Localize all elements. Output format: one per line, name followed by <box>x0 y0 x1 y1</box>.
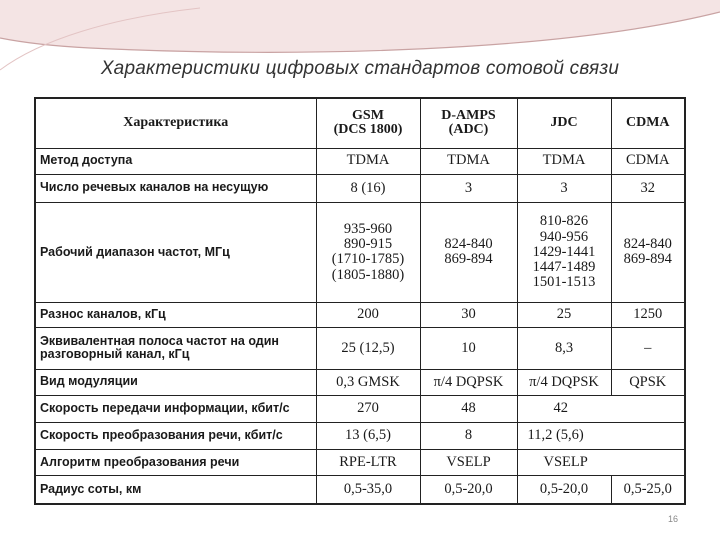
cell-d-amps: 3 <box>420 174 517 202</box>
slide-title: Характеристики цифровых стандартов сотовой связи <box>100 58 620 79</box>
cell-d-amps: 824-840 869-894 <box>420 202 517 302</box>
table-row <box>35 476 685 504</box>
cell-gsm: 8 (16) <box>316 174 420 202</box>
specs-table <box>34 97 686 505</box>
row-label: Метод доступа <box>35 148 316 174</box>
cell-gsm: 13 (6,5) <box>316 423 420 450</box>
cell-gsm: 25 (12,5) <box>316 328 420 370</box>
cell-jdc-cdma: VSELP <box>517 450 685 476</box>
row-label: Разнос каналов, кГц <box>35 303 316 328</box>
table-row <box>35 423 685 450</box>
cell-d-amps: 10 <box>420 328 517 370</box>
cell-d-amps: 30 <box>420 303 517 328</box>
cell-gsm: RPE-LTR <box>316 450 420 476</box>
cell-d-amps: 0,5-20,0 <box>420 476 517 504</box>
cell-jdc: 3 <box>517 174 611 202</box>
cell-jdc: TDMA <box>517 148 611 174</box>
table-row <box>35 303 685 328</box>
page-number: 16 <box>668 514 679 524</box>
row-label: Вид модуляции <box>35 369 316 395</box>
cell-gsm: TDMA <box>316 148 420 174</box>
cell-gsm: 0,5-35,0 <box>316 476 420 504</box>
row-label: Радиус соты, км <box>35 476 316 504</box>
cell-cdma: 824-840 869-894 <box>611 202 685 302</box>
cell-jdc: 810-826 940-956 1429-1441 1447-1489 1501-1513 <box>517 202 611 302</box>
cell-jdc: 8,3 <box>517 328 611 370</box>
cell-gsm: 200 <box>316 303 420 328</box>
cell-jdc-cdma: 42 <box>517 395 685 422</box>
cell-gsm: 0,3 GMSK <box>316 369 420 395</box>
specs-table-container <box>34 97 684 505</box>
cell-cdma: CDMA <box>611 148 685 174</box>
row-label: Скорость преобразования речи, кбит/с <box>35 423 316 450</box>
table-row <box>35 369 685 395</box>
cell-d-amps: 48 <box>420 395 517 422</box>
cell-cdma: – <box>611 328 685 370</box>
row-label: Эквивалентная полоса частот на один разговорный канал, кГц <box>35 328 316 370</box>
table-row <box>35 148 685 174</box>
table-row <box>35 395 685 422</box>
header-cdma: CDMA <box>611 98 685 148</box>
table-row <box>35 328 685 370</box>
cell-jdc: 25 <box>517 303 611 328</box>
row-label: Рабочий диапазон частот, МГц <box>35 202 316 302</box>
cell-cdma: 1250 <box>611 303 685 328</box>
cell-d-amps: 8 <box>420 423 517 450</box>
swoosh-band <box>0 0 720 52</box>
header-characteristic: Характеристика <box>35 98 316 148</box>
cell-jdc: 0,5-20,0 <box>517 476 611 504</box>
cell-cdma: QPSK <box>611 369 685 395</box>
cell-jdc: π/4 DQPSK <box>517 369 611 395</box>
cell-d-amps: VSELP <box>420 450 517 476</box>
header-d-amps: D-AMPS (ADC) <box>420 98 517 148</box>
header-row <box>35 98 685 148</box>
cell-cdma: 32 <box>611 174 685 202</box>
table-row <box>35 174 685 202</box>
cell-gsm: 270 <box>316 395 420 422</box>
header-gsm: GSM (DCS 1800) <box>316 98 420 148</box>
table-row <box>35 450 685 476</box>
cell-cdma: 0,5-25,0 <box>611 476 685 504</box>
cell-gsm: 935-960 890-915 (1710-1785) (1805-1880) <box>316 202 420 302</box>
header-jdc: JDC <box>517 98 611 148</box>
table-row <box>35 202 685 302</box>
row-label: Число речевых каналов на несущую <box>35 174 316 202</box>
cell-d-amps: TDMA <box>420 148 517 174</box>
row-label: Алгоритм преобразования речи <box>35 450 316 476</box>
row-label: Скорость передачи информации, кбит/с <box>35 395 316 422</box>
cell-d-amps: π/4 DQPSK <box>420 369 517 395</box>
cell-jdc-cdma: 11,2 (5,6) <box>517 423 685 450</box>
